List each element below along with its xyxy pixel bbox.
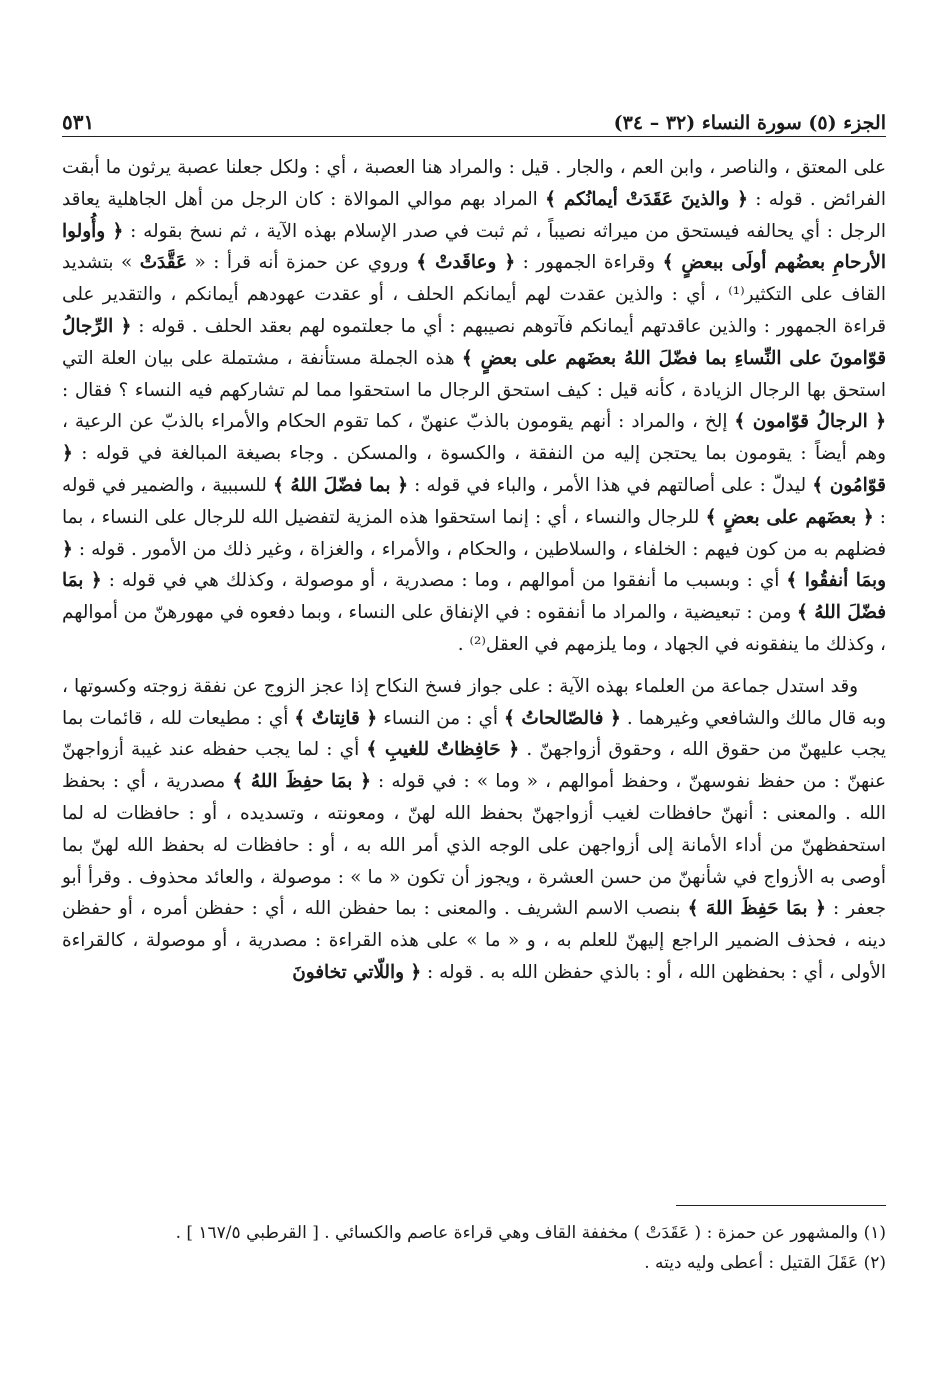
text-run: ومن : تبعيضية ، والمراد ما أنفقوه : في الإنفاق على النساء ، وبما دفعوه في مهورهنّ من أموالهم ، وكذلك ما ينفقونه في الجهاد ، وما يلزمهم في العقل⁽²⁾ . — [62, 602, 886, 655]
text-run: مصدرية ، أي : بحفظ الله . والمعنى : أنهنّ حافظات لغيب أزواجهنّ بحفظ الله لهنّ ، ومعونته ، وتسديده ، أو : حافظات له لما استحفظهنّ من أداء الأمانة إلى أزواجهن على الوجه الذي أمر الله به ، أو : حافظات له بحفظ الله لهنّ بما أوصى به الأزواج في شأنهنّ من حسن العشرة ، ويجوز أن تكون « ما » : موصولة ، والعائد محذوف . وقرأ أبو جعفر : — [62, 771, 886, 920]
text-run: إلخ ، والمراد : أنهم يقومون بالذبّ عنهنّ ، كما تقوم الحكام والأمراء بالذبّ عن الرعية ، وهم أيضاً : يقومون بما يحتجن إليه من النفقة ، والكسوة ، والمسكن . وجاء بصيغة المبالغة في قوله : — [62, 411, 886, 465]
quran-quote: ﴿ وأُولوا الأرحامِ بعضُهم أولَى ببعضٍ ﴾ — [62, 220, 886, 274]
quran-quote: ﴿ والذينَ عَقَدَتْ أيمانُكم ﴾ — [545, 188, 748, 210]
quran-quote: ﴿ بعضَهم على بعضٍ ﴾ — [705, 506, 874, 528]
quran-quote: ﴿ بمَا حَفِظَ اللهَ ﴾ — [687, 898, 826, 920]
text-run: المراد بهم موالي الموالاة : كان الرجل من أهل الجاهلية يعاقد الرجل : أي يحالفه فيستحق من ميراثه نصيباً ، ثم ثبت في صدر الإسلام بهذه الآية ، ثم نسخ بقوله : — [62, 188, 886, 242]
text-run: للرجال والنساء ، أي : إنما استحقوا هذه المزية لتفضيل الله للرجال على النساء ، بما فضلهم به من كون فيهم : الخلفاء ، والسلاطين ، والحكام ، والأمراء ، والغزاة ، وغير ذلك من الأمور . قوله : — [62, 506, 886, 560]
quran-quote: ﴿ الرجالُ قوّامون ﴾ — [734, 411, 886, 433]
quran-quote: ﴿ الرِّجالُ قوّامونَ على النِّساءِ بما فضّلَ اللهُ بعضَهم على بعضٍ ﴾ — [62, 315, 886, 369]
paragraph-1 — [62, 152, 886, 661]
text-run: أي : لما يجب حفظه عند غيبة أزواجهنّ عنهنّ : من حفظ نفوسهنّ ، وحفظ أموالهم ، « وما » : في قوله : — [62, 739, 886, 793]
page-header — [62, 100, 886, 137]
page-number: ٥٣١ — [62, 110, 95, 134]
footnote-2: (٢) عَقَلَ القتيل : أعطى وليه ديته . — [644, 1253, 886, 1273]
footnote-1: (١) والمشهور عن حمزة : ( عَقَدَتْ ) مخففة القاف وهي قراءة عاصم والكسائي . [ القرطبي ١٦٧/٥ ] . — [175, 1223, 886, 1243]
footnotes — [62, 1218, 886, 1278]
text-run: وقراءة الجمهور : — [515, 252, 663, 274]
quran-quote: ﴿ بمَا حفِظَ اللهُ ﴾ — [232, 771, 371, 793]
quran-quote: ﴿ حَافِظاتٌ للغيبِ ﴾ — [366, 739, 520, 761]
quran-quote: ﴿ بما فضّلَ اللهُ ﴾ — [272, 474, 408, 496]
quran-quote: ﴿ وبمَا أنفقُوا ﴾ — [62, 538, 886, 592]
paragraph-2 — [62, 671, 886, 989]
text-run: أي : مطيعات لله ، قائمات بما يجب عليهنّ من حقوق الله ، وحقوق أزواجهنّ . — [62, 707, 886, 761]
text-run: ليدلّ : على أصالتهم في هذا الأمر ، والباء في قوله : — [407, 474, 813, 496]
quran-quote: ﴿ قانِتاتٌ ﴾ — [294, 707, 378, 729]
text-run: للسببية ، والضمير في قوله : — [62, 474, 886, 528]
main-text — [62, 152, 886, 989]
quran-quote: ﴿ واللّاتي تخافونَ — [292, 961, 422, 983]
text-run: هذه الجملة مستأنفة ، مشتملة على بيان العلة التي استحق بها الرجال الزيادة ، كأنه قيل : كيف استحق الرجال ما استحقوا مما لم تشاركهم فيه النساء ؟ فقال : — [62, 347, 886, 401]
text-run: أي : وبسبب ما أنفقوا من أموالهم ، وما : مصدرية ، أو موصولة ، وكذلك هي في قوله : — [101, 570, 787, 592]
quran-quote: ﴿ بمَا فضّلَ اللهُ ﴾ — [62, 570, 886, 624]
text-run: على المعتق ، والناصر ، وابن العم ، والجار . قيل : والمراد هنا العصبة ، أي : ولكل جعلنا عصبة يرثون ما أبقت الفرائض . قوله : — [62, 157, 886, 210]
text-run: » بتشديد القاف على التكثير⁽¹⁾ ، أي : والذين عقدت لهم أيمانكم الحلف ، أو عقدت عهودهم أيمانكم ، والتقدير على قراءة الجمهور : والذين عاقدتهم أيمانكم فآتوهم نصيبهم : أي ما جعلتموه لهم بعقد الحلف . قوله : — [62, 252, 887, 337]
footnote-divider — [676, 1205, 886, 1206]
text-run: وروي عن حمزة أنه قرأ : « — [186, 252, 417, 274]
text-run: بنصب الاسم الشريف . والمعنى : بما حفظن الله ، أي : حفظن أمره ، أو حفظن دينه ، فحذف الضمير الراجع إليهنّ للعلم به ، و « ما » على هذه القراءة : مصدرية ، أو موصولة ، كالقراءة الأولى ، أي : بحفظهن الله ، أو : بالذي حفظن الله به . قوله : — [62, 898, 886, 983]
quran-quote: ﴿ وعاقَدتْ ﴾ — [416, 252, 516, 274]
text-run: أي : من النساء — [377, 707, 505, 729]
quran-quote: عَقَّدَتْ — [139, 252, 187, 274]
quran-quote: ﴿ فالصّالحاتُ ﴾ — [504, 707, 621, 729]
running-title: الجزء (٥) سورة النساء (٣٢ – ٣٤) — [613, 112, 886, 134]
text-run: وقد استدل جماعة من العلماء بهذه الآية : على جواز فسخ النكاح إذا عجز الزوج عن نفقة زوجته وكسوتها ، وبه قال مالك والشافعي وغيرهما . — [62, 675, 886, 729]
quran-quote: ﴿ قوّامُون ﴾ — [62, 443, 886, 496]
